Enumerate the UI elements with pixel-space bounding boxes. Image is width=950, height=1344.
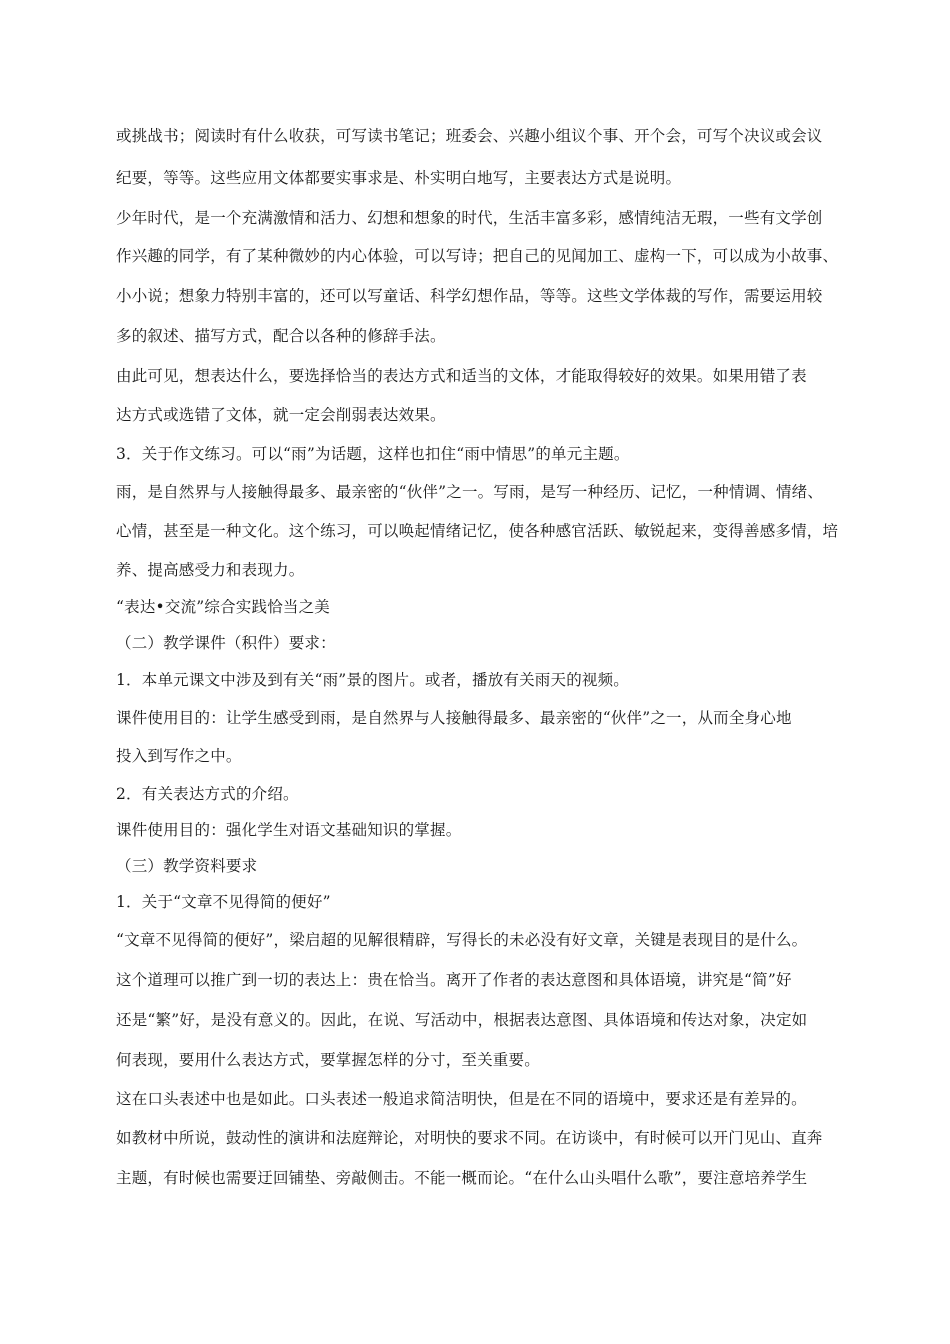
text-line: 养、提高感受力和表现力。: [116, 561, 305, 579]
text-line: 课件使用目的：让学生感受到雨，是自然界与人接触得最多、最亲密的“伙伴”之一，从而全身心地: [116, 709, 792, 727]
text-line: （三）教学资料要求: [116, 857, 258, 875]
text-line: 1．关于“文章不见得简的便好”: [116, 893, 331, 911]
text-line: （二）教学课件（积件）要求：: [116, 634, 336, 652]
text-line: 何表现，要用什么表达方式，要掌握怎样的分寸，至关重要。: [116, 1051, 540, 1069]
text-line: 如教材中所说，鼓动性的演讲和法庭辩论，对明快的要求不同。在访谈中，有时候可以开门见山、直奔: [116, 1129, 823, 1147]
text-line: 纪要，等等。这些应用文体都要实事求是、朴实明白地写，主要表达方式是说明。: [116, 169, 682, 187]
text-line: 心情，甚至是一种文化。这个练习，可以唤起情绪记忆，使各种感官活跃、敏锐起来，变得善感多情，培: [116, 522, 839, 540]
text-line: 作兴趣的同学，有了某种微妙的内心体验，可以写诗；把自己的见闻加工、虚构一下，可以成为小故事、: [116, 247, 839, 265]
text-line: 主题，有时候也需要迂回铺垫、旁敲侧击。不能一概而论。“在什么山头唱什么歌”，要注意培养学生: [116, 1169, 808, 1187]
text-line: 2．有关表达方式的介绍。: [116, 785, 299, 803]
text-line: 小小说；想象力特别丰富的，还可以写童话、科学幻想作品，等等。这些文学体裁的写作，需要运用较: [116, 287, 823, 305]
text-line: 1．本单元课文中涉及到有关“雨”景的图片。或者，播放有关雨天的视频。: [116, 671, 630, 689]
text-line: 由此可见，想表达什么，要选择恰当的表达方式和适当的文体，才能取得较好的效果。如果用错了表: [116, 367, 807, 385]
text-line: 这个道理可以推广到一切的表达上：贵在恰当。离开了作者的表达意图和具体语境，讲究是“简”好: [116, 971, 792, 989]
text-line: “表达•交流”综合实践恰当之美: [116, 598, 330, 616]
text-line: 多的叙述、描写方式，配合以各种的修辞手法。: [116, 327, 446, 345]
text-line: 还是“繁”好，是没有意义的。因此，在说、写活动中，根据表达意图、具体语境和传达对象，决定如: [116, 1011, 808, 1029]
text-line: 3．关于作文练习。可以“雨”为话题，这样也扣住“雨中情思”的单元主题。: [116, 445, 630, 463]
text-line: 少年时代，是一个充满激情和活力、幻想和想象的时代，生活丰富多彩，感情纯洁无瑕，一些有文学创: [116, 209, 823, 227]
text-line: 课件使用目的：强化学生对语文基础知识的掌握。: [116, 821, 462, 839]
text-line: 雨，是自然界与人接触得最多、最亲密的“伙伴”之一。写雨，是写一种经历、记忆，一种情调、情绪、: [116, 483, 824, 501]
text-line: 这在口头表述中也是如此。口头表述一般追求简洁明快，但是在不同的语境中，要求还是有差异的。: [116, 1090, 807, 1108]
text-line: 投入到写作之中。: [116, 747, 242, 765]
text-line: 或挑战书；阅读时有什么收获，可写读书笔记；班委会、兴趣小组议个事、开个会，可写个决议或会议: [116, 127, 823, 145]
text-line: “文章不见得简的便好”，梁启超的见解很精辟，写得长的未必没有好文章，关键是表现目的是什么。: [116, 931, 808, 949]
text-line: 达方式或选错了文体，就一定会削弱表达效果。: [116, 406, 446, 424]
